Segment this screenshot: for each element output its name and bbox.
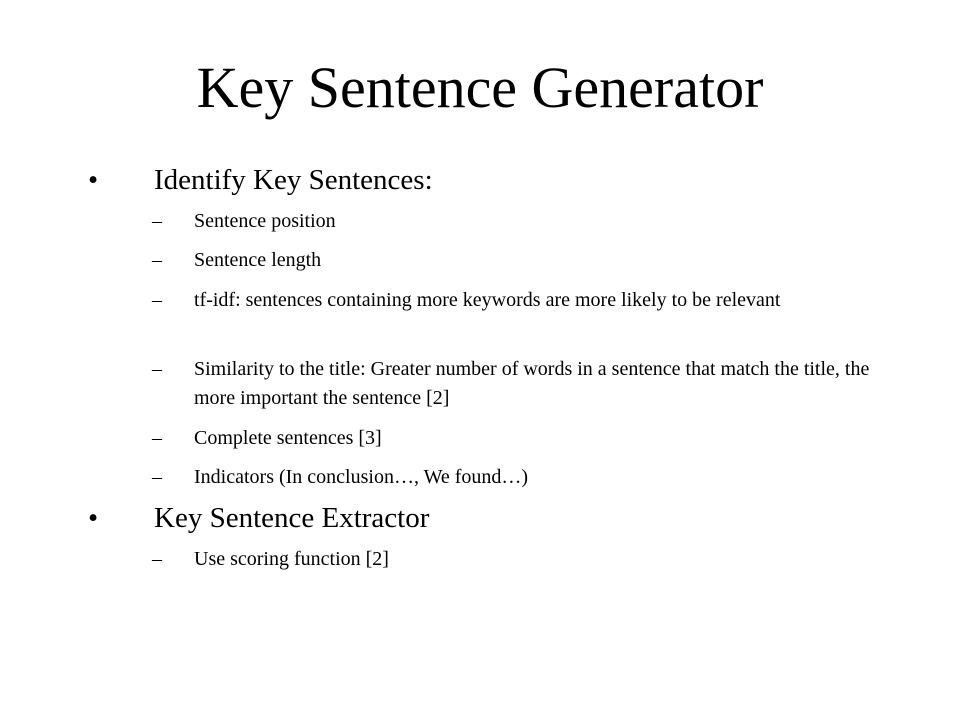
dash-marker: – (152, 289, 162, 311)
bullet-marker: • (88, 164, 99, 196)
sub-bullet-text: tf-idf: sentences containing more keywords are more likely to be relevant (194, 289, 781, 311)
dash-marker: – (152, 466, 162, 488)
dash-marker: – (152, 427, 162, 449)
sub-bullet-text: Sentence position (194, 210, 336, 232)
dash-marker: – (152, 548, 162, 570)
sub-bullet-text: Use scoring function [2] (194, 548, 389, 570)
bullet-label: Key Sentence Extractor (154, 502, 430, 534)
dash-marker: – (152, 358, 162, 380)
sub-bullet-text: Sentence length (194, 249, 322, 271)
sub-bullet-text: Complete sentences [3] (194, 427, 382, 449)
sub-bullet-text: Indicators (In conclusion…, We found…) (194, 466, 529, 488)
bullet-label: Identify Key Sentences: (154, 164, 433, 196)
bullet-marker: • (88, 502, 99, 534)
slide-title: Key Sentence Generator (196, 55, 764, 120)
sub-bullet-text: Similarity to the title: Greater number of words in a sentence that match the title, the more important the sentence [2] (194, 358, 870, 409)
dash-marker: – (152, 210, 162, 232)
dash-marker: – (152, 249, 162, 271)
